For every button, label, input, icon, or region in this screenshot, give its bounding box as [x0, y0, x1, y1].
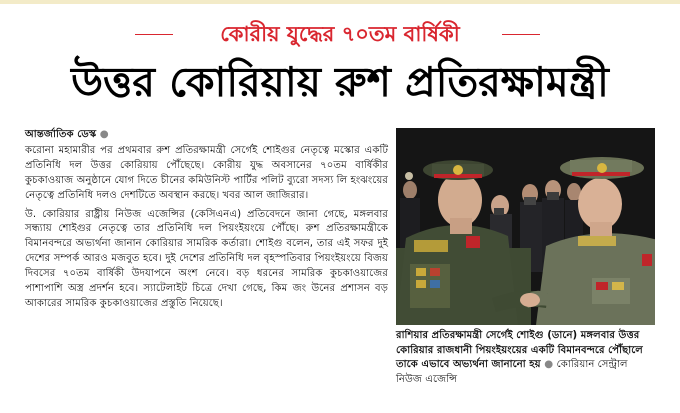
news-photo [396, 128, 655, 325]
article-body [25, 128, 388, 312]
photo-credit: কোরিয়ান সেন্ট্রাল নিউজ এজেন্সি [396, 359, 628, 385]
article-paragraph-2: উ. কোরিয়ার রাষ্ট্রীয় নিউজ এজেন্সির (কেসিএনএ) প্রতিবেদনে জানা গেছে, মঙ্গলবার সন্ধ্যায় শোইগুর নেতৃত্বে তার প্রতিনিধি দল পিয়ংইয়ংয়ে পৌঁছে। রুশ প্রতিরক্ষামন্ত্রীকে বিমানবন্দরে অভ্যর্থনা জানান কোরিয়ার সামরিক কর্তারা। শোইগু বলেন, তার এই সফর দুই দেশের সম্পর্ক আরও মজবুত হবে। দুই দেশের প্রতিনিধি দল বৃহস্পতিবার পিয়ংইয়ংয়ে বিজয় দিবসের ৭০তম বার্ষিকী উদযাপনে অংশ নেবে। বড় ধরনের সামরিক কুচকাওয়াজের পাশাপাশি অস্ত্র প্রদর্শন হবে। স্যাটেলাইট চিত্রে দেখা গেছে, কিম জং উনের প্রশাসন বড় আকারের সামরিক কুচকাওয়াজের প্রস্তুতি নিয়েছে। [25, 208, 388, 309]
article-paragraph-1: করোনা মহামারীর পর প্রথমবার রুশ প্রতিরক্ষামন্ত্রী সের্গেই শোইগুর নেতৃত্বে মস্কোর একটি প্রতিনিধি দল উত্তর কোরিয়ায় পৌঁছেছে। কোরীয় যুদ্ধ অবসানের ৭০তম বার্ষিকীর কুচকাওয়াজ অনুষ্ঠানে যোগ দিতে চীনের কমিউনিস্ট পার্টির পলিট ব্যুরো সদস্য লি হংঝংয়ের নেতৃত্বে প্রতিনিধি দলও দেশটিতে অবস্থান করছে। খবর আল জাজিরার। [25, 144, 388, 201]
headline: উত্তর কোরিয়ায় রুশ প্রতিরক্ষামন্ত্রী [71, 58, 609, 106]
caption-separator: ● [544, 359, 557, 371]
dateline [25, 128, 388, 143]
photo-caption [396, 329, 655, 387]
top-rule [0, 0, 680, 4]
dateline-text: আন্তর্জাতিক ডেস্ক [25, 129, 97, 140]
caption-text: রাশিয়ার প্রতিরক্ষামন্ত্রী সের্গেই শোইগু (ডানে) মঙ্গলবার উত্তর কোরিয়ার রাজধানী পিয়ংইয়ংয়ের একটি বিমানবন্দরে পৌঁছালে তাকে এভাবে অভ্যর্থনা জানানো হয় [396, 330, 643, 371]
photo-illustration [396, 128, 655, 325]
dateline-bullet: ● [99, 129, 109, 140]
kicker: কোরীয় যুদ্ধের ৭০তম বার্ষিকী [220, 22, 460, 46]
